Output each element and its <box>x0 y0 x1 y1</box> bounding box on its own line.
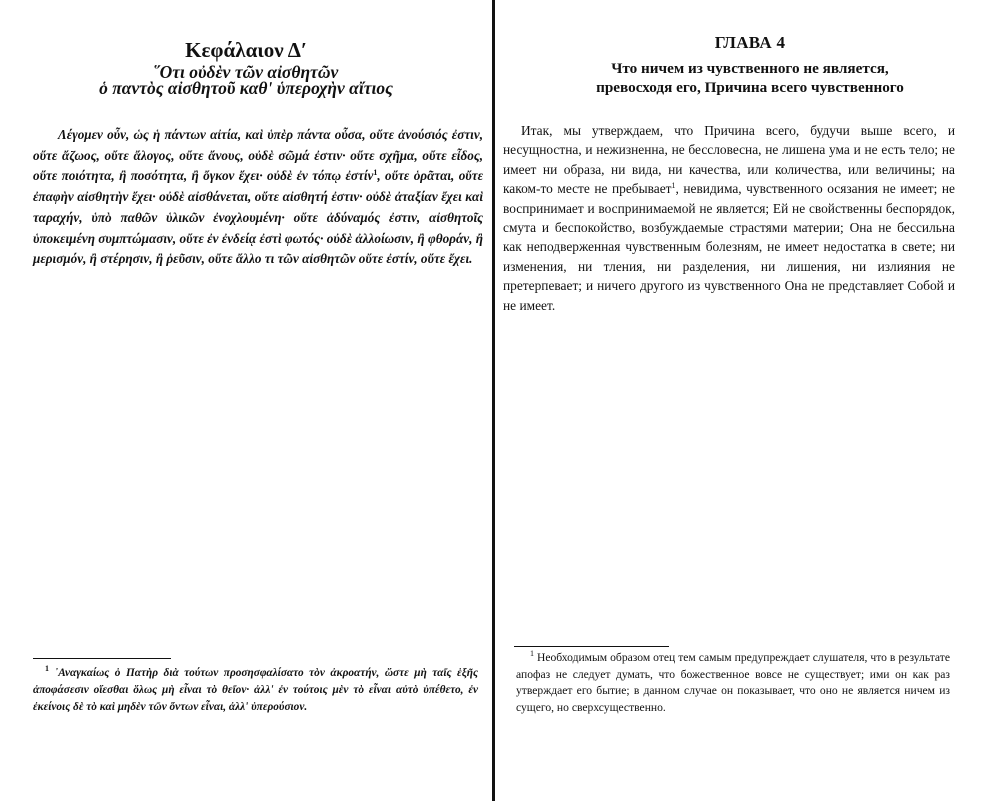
footnote-russian <box>516 650 950 716</box>
body-russian-part-2: , невидима, чувственного осязания не имеет; не воспринимает и воспринимаемой не является; Ей не свойственны беспорядок, смута и беспокойство, возбуждаемые страстями материи; Она не бессильна как неподверженная чувственным болезням, не имеет недостатка в свете; ни изменения, ни тления, ни разделения, ни лишения, ни излияния не претерпевает; и ничего другого из чувственного Она не представляет Собой и не имеет. <box>503 181 955 313</box>
chapter-title-russian: ГЛАВА 4 <box>714 33 786 52</box>
footnote-mark-russian: 1 <box>530 649 534 658</box>
body-russian-part-1: Итак, мы утверждаем, что Причина всего, будучи выше всего, и несущностна, и нежизненна, не бессловесна, не лишена ума и не есть тело; не имеет ни образа, ни вида, ни качества, или количества, или величины; на каком-то месте не пребывает <box>503 123 955 197</box>
subtitle-greek-line-2: ὁ παντὸς αἰσθητοῦ καθʹ ὑπεροχὴν αἴτιος <box>99 78 393 98</box>
footnote-text-russian: Необходимым образом отец тем самым предупреждает слушателя, что в результате апофаз не следует думать, что божественное вовсе не существует; ими он как раз утверждает его бытие; в данном случае он показывает, что оно не является ничем из сущего, но сверхсущественно. <box>516 651 950 714</box>
subtitle-greek-line-1: ῞Οτι οὐδὲν τῶν αἰσθητῶν <box>153 62 339 82</box>
footnote-greek <box>33 665 478 716</box>
footnote-reference-russian: 1 <box>671 181 676 191</box>
chapter-subtitle-russian <box>505 60 995 97</box>
left-page-greek <box>0 0 492 801</box>
body-text-russian <box>503 121 955 315</box>
footnote-rule-russian <box>514 646 669 647</box>
subtitle-russian-line-2: превосходя его, Причина всего чувственного <box>596 78 904 96</box>
chapter-subtitle-greek <box>0 64 492 96</box>
footnote-mark-greek: 1 <box>45 664 49 673</box>
footnote-rule-greek <box>33 658 171 659</box>
footnote-text-greek: ᾿Αναγκαίως ὁ Πατὴρ διὰ τούτων προσησφαλίσατο τὸν ἀκροατήν, ὥστε μὴ ταῖς ἑξῆς ἀποφάσεσιν οἴεσθαι ὅλως μὴ εἶναι τὸ θεῖον· ἀλλʹ ἐν τούτοις μὲν τὸ εἶναι αὐτὸ ὑπέθετο, ἐν ἐκείνοις δὲ τὸ καὶ μηδὲν τῶν ὄντων εἶναι, ἀλλʹ ὑπερούσιον. <box>33 667 478 713</box>
footnote-reference-greek: 1 <box>373 168 378 178</box>
subtitle-russian-line-1: Что ничем из чувственного не является, <box>611 60 889 77</box>
body-greek-part-2: , οὔτε ὁρᾶται, οὔτε ἐπαφὴν αἰσθητὴν ἔχει· οὐδὲ αἰσθάνεται, οὔτε αἰσθητή ἐστιν· οὐδὲ ἀταξίαν ἔχει καὶ ταραχήν, ὑπὸ παθῶν ὑλικῶν ἐνοχλουμένη· οὔτε ἀδύναμός ἐστιν, αἰσθητοῖς ὑποκειμένη συμπτώμασιν, οὔτε ἐν ἐνδείᾳ ἐστὶ φωτός· οὐδὲ ἀλλοίωσιν, ἢ φθοράν, ἢ μερισμόν, ἢ στέρησιν, ἢ ῥεῦσιν, οὔτε ἄλλο τι τῶν αἰσθητῶν οὔτε ἐστίν, οὔτε ἔχει. <box>33 168 484 267</box>
body-greek-part-1: Λέγομεν οὖν, ὡς ἡ πάντων αἰτία, καὶ ὑπὲρ πάντα οὖσα, οὔτε ἀνούσιός ἐστιν, οὔτε ἄζωος, οὔτε ἄλογος, οὔτε ἄνους, οὐδὲ σῶμά ἐστιν· οὔτε σχῆμα, οὔτε εἶδος, οὔτε ποιότητα, ἢ ποσότητα, ἢ ὄγκον ἔχει· οὐδὲ ἐν τόπῳ ἐστίν <box>33 127 483 184</box>
chapter-title-greek: Κεφάλαιον Δʹ <box>185 38 307 62</box>
body-text-greek <box>33 125 483 270</box>
